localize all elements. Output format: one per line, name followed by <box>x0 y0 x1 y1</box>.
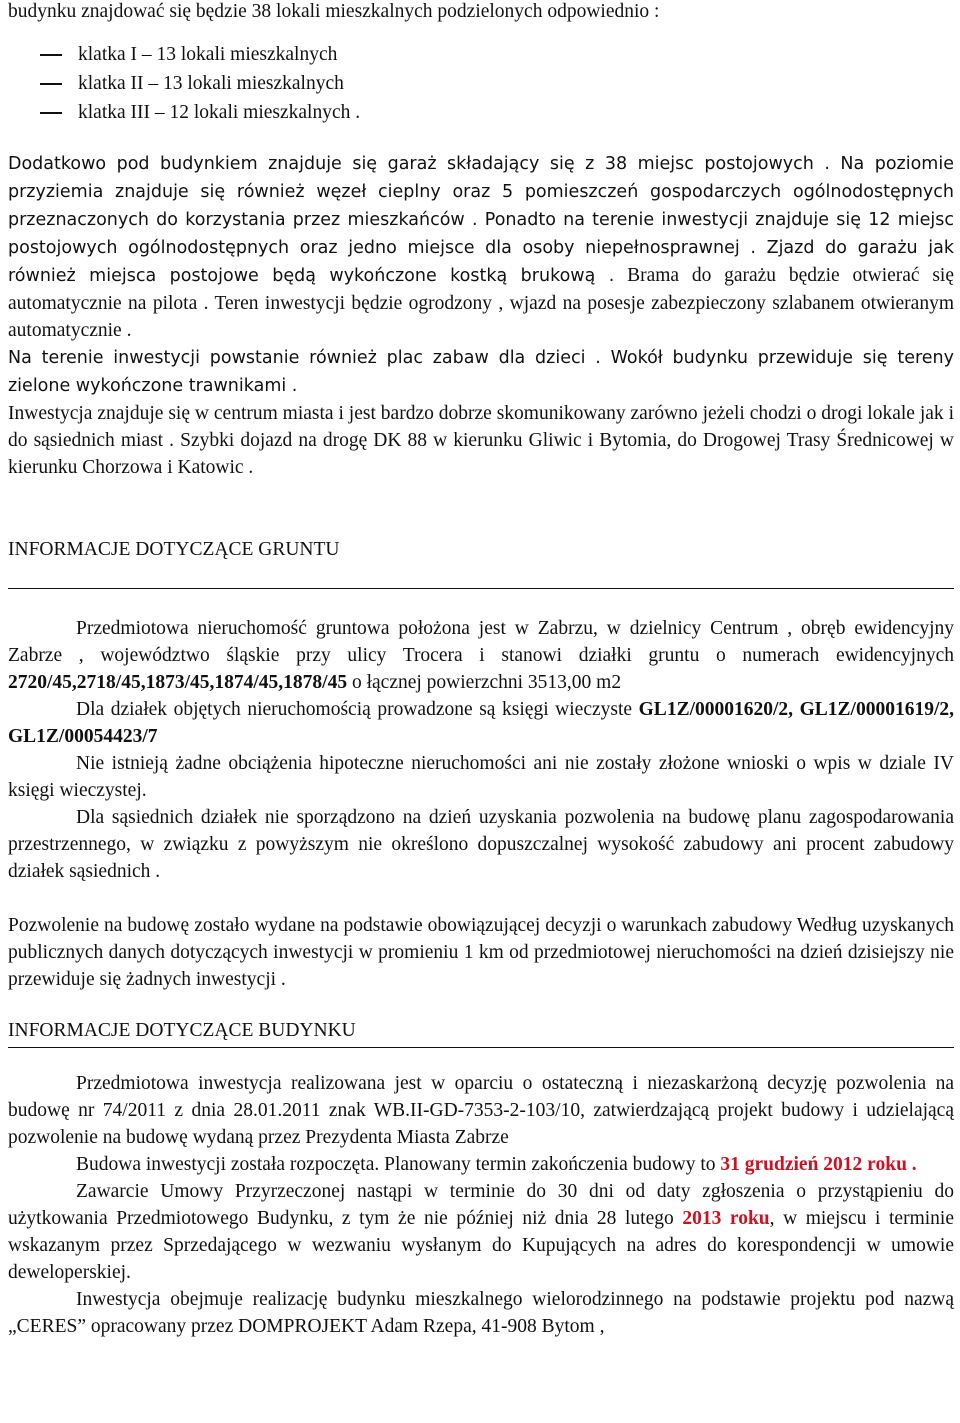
completion-date: 31 grudzień 2012 roku . <box>720 1154 917 1175</box>
contract-text-rest: , w miejscu i terminie wskazanym przez Sprzedającego w wezwaniu wysłanym do Kupujących na adres do korespondencji w umowie deweloperskiej. <box>8 1208 954 1283</box>
section-divider <box>8 588 954 589</box>
ground-area: o łącznej powierzchni 3513,00 m2 <box>347 672 622 693</box>
building-paragraph-project: Inwestycja obejmuje realizację budynku mieszkalnego wielorodzinnego na podstawie projektu pod nazwą „CERES” opracowany przez DOMPROJEKT Adam Rzepa, 41-908 Bytom , <box>8 1289 954 1337</box>
paragraph-playground <box>8 344 954 400</box>
contract-text: Zawarcie Umowy Przyrzeczonej nastąpi w terminie do 30 dni od daty zgłoszenia o przystąpieniu do użytkowania Przedmiotowego Budynku, z tym że nie później niż dnia 28 lutego <box>8 1181 954 1229</box>
ground-paragraph-neighbors: Dla sąsiednich działek nie sporządzono na dzień uzyskania pozwolenia na budowę planu zagospodarowania przestrzennego, w związku z powyższym nie określono dopuszczalnej wysokość zabudowy ani procent zabudowy działek sąsiednich . <box>8 807 954 882</box>
intro-line: budynku znajdować się będzie 38 lokali mieszkalnych podzielonych odpowiednio : <box>8 1 660 22</box>
dash-bullet-icon <box>40 54 62 56</box>
playground-text: Na terenie inwestycji powstanie również plac zabaw dla dzieci . Wokół budynku przewiduje się tereny zielone wykończone trawnikami . <box>8 348 954 396</box>
list-item <box>8 40 954 69</box>
section-divider <box>8 1047 954 1048</box>
dash-bullet-icon <box>40 83 62 85</box>
land-registry-text: Dla działek objętych nieruchomością prowadzone są księgi wieczyste <box>76 699 639 720</box>
section-heading-building: INFORMACJE DOTYCZĄCE BUDYNKU <box>8 1020 356 1041</box>
ground-paragraph-mortgage: Nie istnieją żadne obciążenia hipoteczne nieruchomości ani nie zostały złożone wnioski o wpis w dziale IV księgi wieczystej. <box>8 753 954 801</box>
section-heading-ground: INFORMACJE DOTYCZĄCE GRUNTU <box>8 539 340 560</box>
list-item-text: klatka I – 13 lokali mieszkalnych <box>78 44 338 65</box>
list-item <box>8 98 954 127</box>
paragraph-garage <box>8 150 954 344</box>
building-paragraph-contract <box>8 1178 954 1286</box>
land-registry-numbers: GL1Z/00001620/2, GL1Z/00001619/2, GL1Z/00054423/7 <box>8 699 954 747</box>
document-page <box>8 0 954 1340</box>
parcel-numbers: 2720/45,2718/45,1873/45,1874/45,1878/45 <box>8 672 348 693</box>
list-item-text: klatka III – 12 lokali mieszkalnych . <box>78 102 361 123</box>
dash-bullet-icon <box>40 112 62 114</box>
garage-text: Dodatkowo pod budynkiem znajduje się garaż składający się z 38 miejsc postojowych . Na poziomie przyziemia znajduje się również węzeł cieplny oraz 5 pomieszczeń gospodarczych ogólnodostępnych przeznaczonych do korzystania przez mieszkańców . Ponadto na terenie inwestycji znajduje się 12 miejsc postojowych ogólnodostępnych oraz jedno miejsce dla osoby niepełnosprawnej . Zjazd do garażu jak również miejsca postojowe będą wykończone kostką brukową . <box>8 154 954 286</box>
building-paragraph-schedule <box>8 1151 954 1178</box>
ground-paragraph-permit: Pozwolenie na budowę zostało wydane na podstawie obowiązującej decyzji o warunkach zabudowy Według uzyskanych publicznych danych dotyczących inwestycji w promieniu 1 km od przedmiotowej nieruchomości na dzień dzisiejszy nie przewiduje się żadnych inwestycji . <box>8 915 954 990</box>
building-paragraph-permit: Przedmiotowa inwestycja realizowana jest w oparciu o ostateczną i niezaskarżoną decyzję pozwolenia na budowę nr 74/2011 z dnia 28.01.2011 znak WB.II-GD-7353-2-103/10, zatwierdzającą projekt budowy i udzielającą pozwolenie na budowę wydaną przez Prezydenta Miasta Zabrze <box>8 1073 954 1148</box>
list-item <box>8 69 954 98</box>
staircase-list <box>8 40 954 127</box>
gate-text: Brama do garażu będzie otwierać się automatycznie na pilota . Teren inwestycji będzie ogrodzony , wjazd na posesje zabezpieczony szlabanem otwieranym automatycznie . <box>8 265 955 341</box>
ground-text: Przedmiotowa nieruchomość gruntowa położona jest w Zabrzu, w dzielnicy Centrum , obręb ewidencyjny Zabrze , województwo śląskie przy ulicy Trocera i stanowi działki gruntu o numerach ewidencyjnych <box>8 618 954 666</box>
list-item-text: klatka II – 13 lokali mieszkalnych <box>78 73 344 94</box>
paragraph-location: Inwestycja znajduje się w centrum miasta i jest bardzo dobrze skomunikowany zarówno jeżeli chodzi o drogi lokale jak i do sąsiednich miast . Szybki dojazd na drogę DK 88 w kierunku Gliwic i Bytomia, do Drogowej Trasy Średnicowej w kierunku Chorzowa i Katowic . <box>8 403 954 478</box>
ground-paragraph-land-registry <box>8 696 954 750</box>
ground-paragraph-parcels <box>8 615 954 696</box>
contract-year: 2013 roku <box>682 1208 770 1229</box>
schedule-text: Budowa inwestycji została rozpoczęta. Planowany termin zakończenia budowy to <box>76 1154 721 1175</box>
